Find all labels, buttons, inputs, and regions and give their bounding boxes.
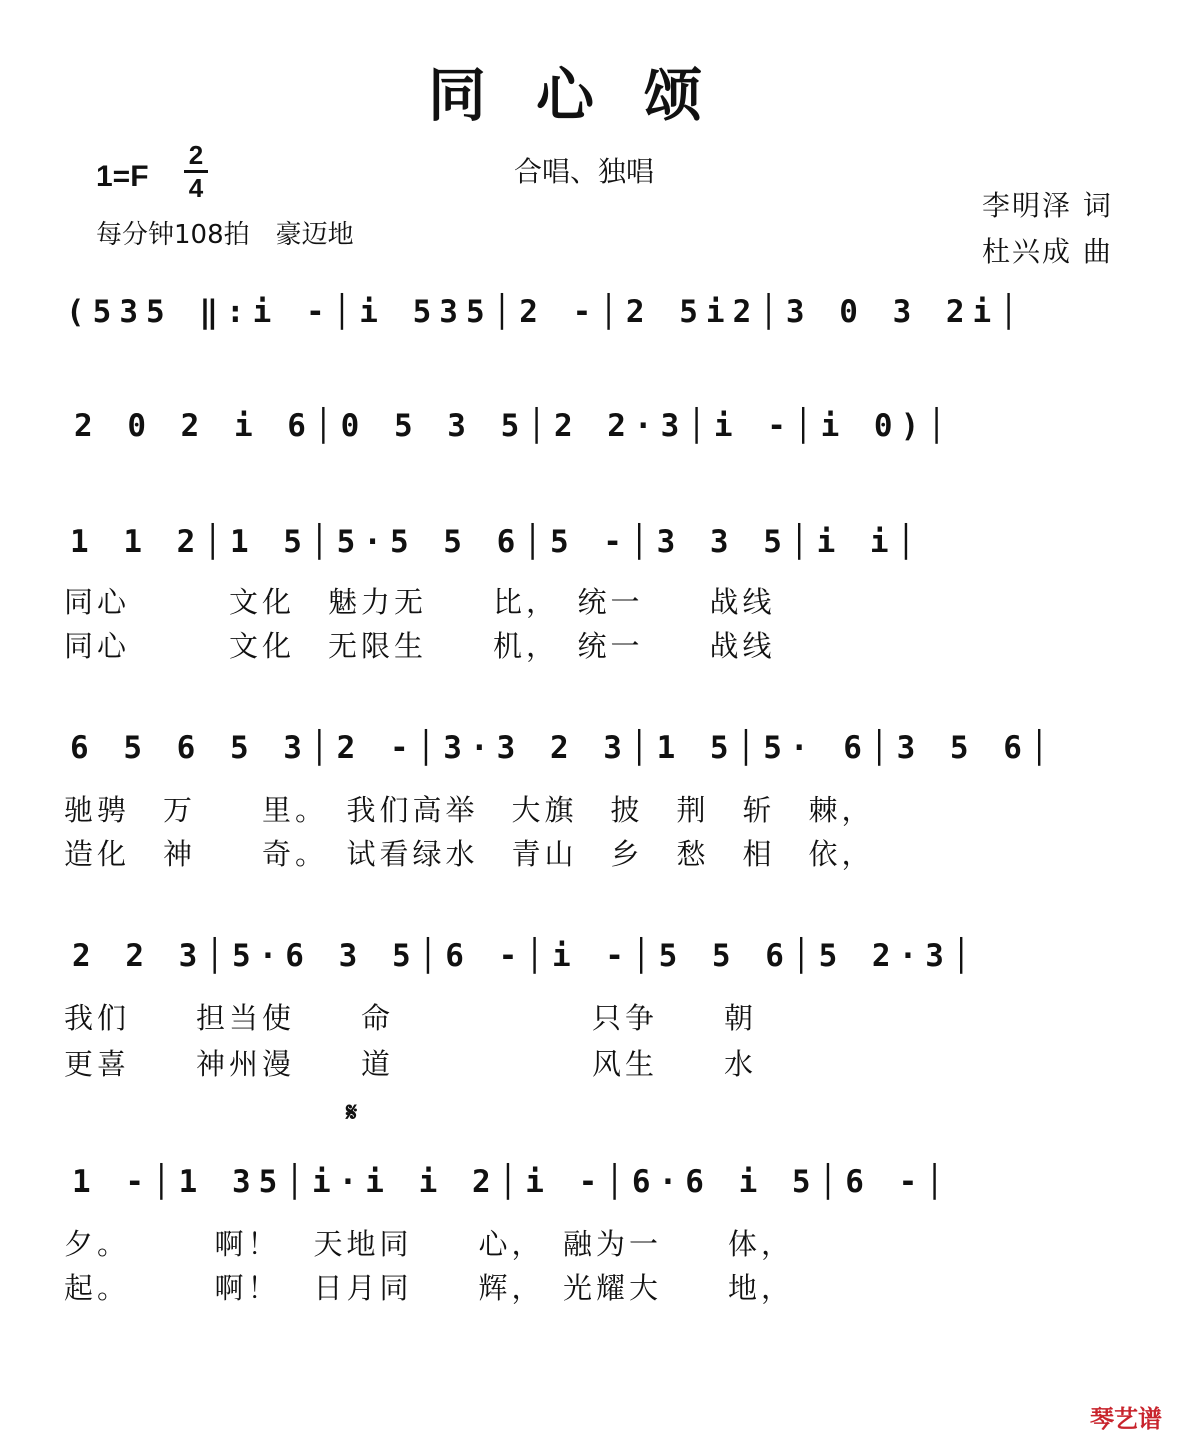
notation-row-1: (535 ‖:i -│i 535│2 -│2 5i2│3 0 3 2i│	[66, 294, 1026, 330]
lyric-row-3-verse-2: 同心 文化 无限生 机， 统一 战线	[64, 629, 776, 663]
segno-icon: 𝄋	[346, 1098, 358, 1128]
composer-credit: 杜兴成 曲	[982, 235, 1113, 268]
lyric-row-5-verse-2: 更喜 神州漫 道 风生 水	[64, 1047, 758, 1081]
page-title: 同心颂	[427, 61, 752, 129]
lyric-row-6-verse-1: 夕。 啊！ 天地同 心， 融为一 体，	[64, 1227, 795, 1261]
notation-row-4: 6 5 6 5 3│2 -│3·3 2 3│1 5│5· 6│3 5 6│	[70, 730, 1057, 766]
time-signature	[184, 142, 208, 201]
lyric-row-5-verse-1: 我们 担当使 命 只争 朝	[64, 1001, 758, 1035]
notation-row-6: 1 -│1 35│i·i i 2│i -│6·6 i 5│6 -│	[72, 1164, 952, 1200]
notation-row-2: 2 0 2 i 6│0 5 3 5│2 2·3│i -│i 0)│	[74, 408, 954, 444]
key-signature: 1=F	[96, 160, 149, 193]
tempo-marking: 每分钟108拍 豪迈地	[96, 220, 354, 250]
lyricist-credit: 李明泽 词	[982, 189, 1113, 222]
performance-type: 合唱、独唱	[514, 155, 655, 188]
lyric-row-6-verse-2: 起。 啊！ 日月同 辉， 光耀大 地，	[64, 1271, 795, 1305]
lyric-row-4-verse-2: 造化 神 奇。 试看绿水 青山 乡 愁 相 依，	[64, 837, 875, 871]
watermark-logo: 琴艺谱	[1090, 1405, 1162, 1433]
lyric-row-4-verse-1: 驰骋 万 里。 我们高举 大旗 披 荆 斩 棘，	[64, 793, 875, 827]
notation-row-5: 2 2 3│5·6 3 5│6 -│i -│5 5 6│5 2·3│	[72, 938, 979, 974]
notation-row-3: 1 1 2│1 5│5·5 5 6│5 -│3 3 5│i i│	[70, 524, 924, 560]
lyric-row-3-verse-1: 同心 文化 魅力无 比， 统一 战线	[64, 585, 776, 619]
time-sig-bottom: 4	[188, 173, 204, 203]
time-sig-top: 2	[188, 140, 204, 170]
